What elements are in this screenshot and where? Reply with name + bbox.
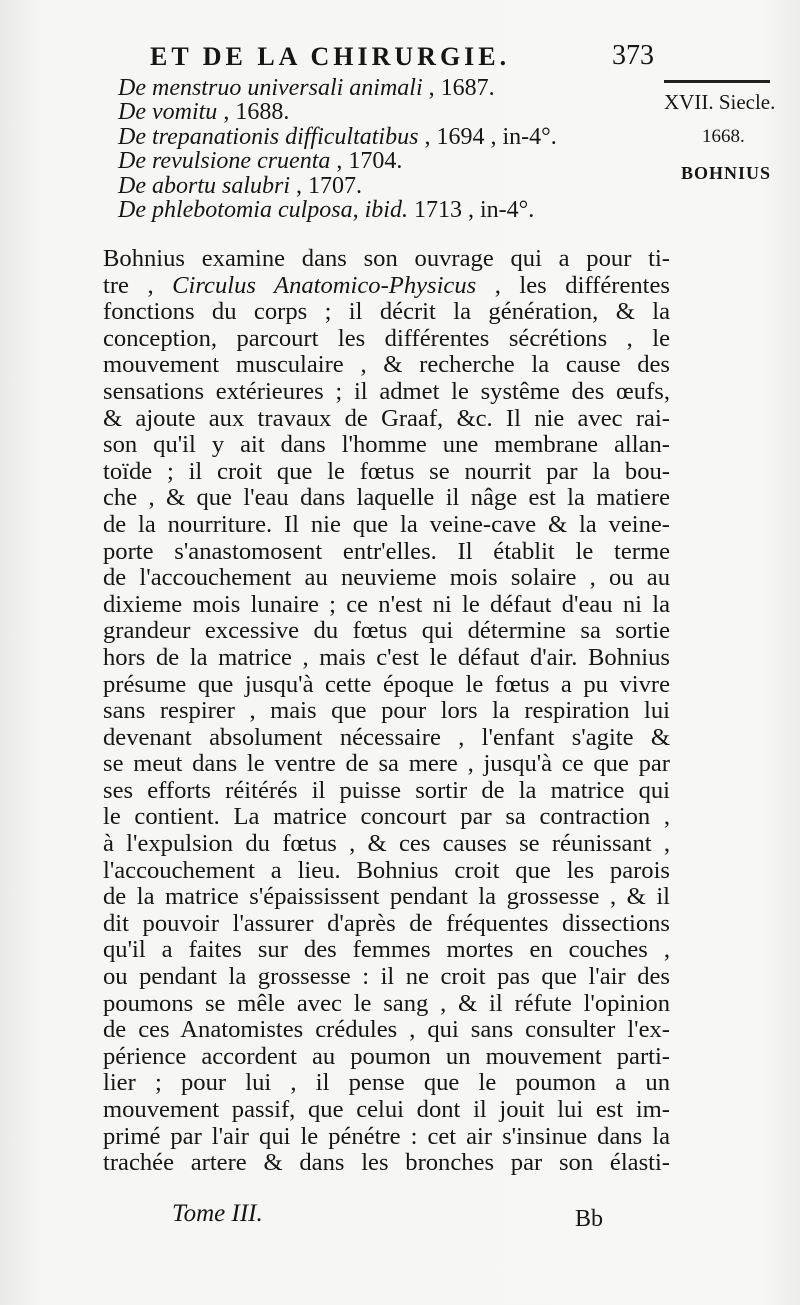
- body-line: [103, 1097, 670, 1124]
- body-line-pre: & ajoute aux travaux de Graaf, &c. Il nie avec rai-: [103, 404, 670, 432]
- body-line-pre: de la nourriture. Il nie que la veine-cave & la veine-: [103, 510, 670, 538]
- body-line: [103, 911, 670, 938]
- body-line-pre: dixieme mois lunaire ; ce n'est ni le défaut d'eau ni la: [103, 590, 670, 618]
- body-line: [103, 539, 670, 566]
- body-line: [103, 326, 670, 353]
- body-line-pre: Bohnius examine dans son ouvrage qui a pour ti-: [103, 245, 670, 272]
- body-line: [103, 1017, 670, 1044]
- body-line-pre: sans respirer , mais que pour lors la respiration lui: [103, 697, 670, 725]
- work-entry: [118, 174, 557, 198]
- body-line: [103, 937, 670, 964]
- body-line: [103, 991, 670, 1018]
- work-details: , 1687.: [422, 75, 495, 101]
- body-line-pre: hors de la matrice , mais c'est le défaut d'air. Bohnius: [103, 643, 670, 671]
- work-details: 1713 , in-4°.: [407, 197, 535, 224]
- body-line-pre: l'accouchement a lieu. Bohnius croit que les parois: [103, 856, 670, 884]
- body-line-pre: dit pouvoir l'assurer d'après de fréquentes dissections: [103, 909, 670, 937]
- body-line-pre: de l'accouchement au neuvieme mois solaire , ou au: [103, 564, 670, 592]
- body-line: [103, 725, 670, 752]
- work-entry: [118, 125, 557, 149]
- body-line-pre: mouvement passif, que celui dont il jouit lui est im-: [103, 1096, 670, 1123]
- body-line: [103, 592, 670, 619]
- body-line-pre: toïde ; il croit que le fœtus se nourrit par la bou-: [103, 457, 670, 485]
- works-list: [118, 76, 557, 222]
- work-entry: [118, 76, 557, 100]
- body-line-pre: ou pendant la grossesse : il ne croit pas que l'air des: [103, 963, 670, 991]
- body-line-pre: tre ,: [103, 271, 173, 299]
- page-number: 373: [612, 40, 654, 71]
- body-line-pre: de la matrice s'épaississent pendant la grossesse , & il: [103, 883, 670, 911]
- margin-note-year: 1668.: [702, 126, 745, 147]
- body-line-pre: son qu'il y ait dans l'homme une membrane allan-: [103, 431, 670, 459]
- body-line: [103, 1150, 670, 1177]
- body-line: [103, 618, 670, 645]
- body-line: [103, 858, 670, 885]
- body-line-pre: ses efforts réitérés il puisse sortir de la matrice qui: [103, 776, 670, 804]
- body-line: [103, 964, 670, 991]
- body-line: [103, 1044, 670, 1071]
- body-line-pre: le contient. La matrice concourt par sa contraction ,: [103, 803, 670, 831]
- work-title: De abortu salubri: [118, 172, 291, 199]
- work-title: De menstruo universali animali: [118, 75, 423, 101]
- work-title: De phlebotomia culposa, ibid.: [118, 197, 408, 224]
- work-entry: [118, 198, 557, 222]
- body-line-pre: poumons se mêle avec le sang , & il réfute l'opinion: [103, 989, 670, 1017]
- footer-signature: Tome III.: [172, 1200, 263, 1227]
- body-line: [103, 459, 670, 486]
- body-line: [103, 406, 670, 433]
- body-line-pre: che , & que l'eau dans laquelle il nâge est la matiere: [103, 484, 670, 512]
- body-line: [103, 352, 670, 379]
- body-line: [103, 565, 670, 592]
- body-line: [103, 751, 670, 778]
- work-details: , 1694 , in-4°.: [418, 123, 557, 150]
- signature-mark: Bb: [575, 1206, 604, 1232]
- work-title: De revulsione cruenta: [118, 148, 331, 175]
- body-line-pre: primé par l'air qui le pénétre : cet air s'insinue dans la: [103, 1122, 670, 1150]
- body-line-post: , les différentes: [476, 271, 670, 299]
- work-entry: [118, 149, 557, 173]
- body-line-pre: trachée artere & dans les bronches par son élasti-: [103, 1149, 670, 1177]
- body-line-pre: conception, parcourt les différentes sécrétions , le: [103, 324, 670, 352]
- body-line-pre: grandeur excessive du fœtus qui détermine sa sortie: [103, 617, 670, 645]
- body-text: [103, 246, 670, 1177]
- body-line-pre: périence accordent au poumon un mouvement parti-: [103, 1042, 670, 1070]
- body-line: [103, 512, 670, 539]
- body-line-pre: se meut dans le ventre de sa mere , jusqu'à ce que par: [103, 750, 670, 778]
- body-line-pre: lier ; pour lui , il pense que le poumon a un: [103, 1069, 670, 1097]
- body-line-pre: devenant absolument nécessaire , l'enfant s'agite &: [103, 723, 670, 751]
- body-line-pre: de ces Anatomistes crédules , qui sans consulter l'ex-: [103, 1016, 670, 1044]
- body-line-pre: à l'expulsion du fœtus , & ces causes se réunissant ,: [103, 830, 670, 858]
- work-details: , 1707.: [290, 172, 363, 199]
- margin-rule: [664, 80, 770, 83]
- body-line-pre: présume que jusqu'à cette époque le fœtus a pu vivre: [103, 670, 670, 698]
- body-line: [103, 246, 670, 273]
- body-line: [103, 672, 670, 699]
- body-line: [103, 884, 670, 911]
- body-line-ital: Circulus Anatomico-Physicus: [172, 271, 477, 299]
- body-line-pre: porte s'anastomosent entr'elles. Il établit le terme: [103, 537, 670, 565]
- work-details: , 1688.: [217, 99, 290, 126]
- work-entry: [118, 100, 557, 124]
- body-line-pre: fonctions du corps ; il décrit la génération, & la: [103, 298, 670, 326]
- body-line: [103, 299, 670, 326]
- body-line-pre: mouvement musculaire , & recherche la cause des: [103, 351, 670, 379]
- body-line-pre: sensations extérieures ; il admet le systême des œufs,: [103, 377, 670, 405]
- body-line: [103, 831, 670, 858]
- body-line: [103, 778, 670, 805]
- work-title: De vomitu: [118, 99, 218, 126]
- margin-note-name: BOHNIUS: [681, 163, 772, 183]
- work-title: De trepanationis difficultatibus: [118, 123, 419, 150]
- body-line: [103, 273, 670, 300]
- margin-note-century: XVII. Siecle.: [664, 90, 776, 114]
- body-line: [103, 432, 670, 459]
- body-line: [103, 1070, 670, 1097]
- body-line: [103, 379, 670, 406]
- body-line: [103, 804, 670, 831]
- running-head: ET DE LA CHIRURGIE.: [150, 42, 511, 71]
- body-line: [103, 485, 670, 512]
- body-line-pre: qu'il a faites sur des femmes mortes en couches ,: [103, 936, 670, 964]
- work-details: , 1704.: [330, 148, 403, 175]
- body-line: [103, 645, 670, 672]
- body-line: [103, 698, 670, 725]
- body-line: [103, 1124, 670, 1151]
